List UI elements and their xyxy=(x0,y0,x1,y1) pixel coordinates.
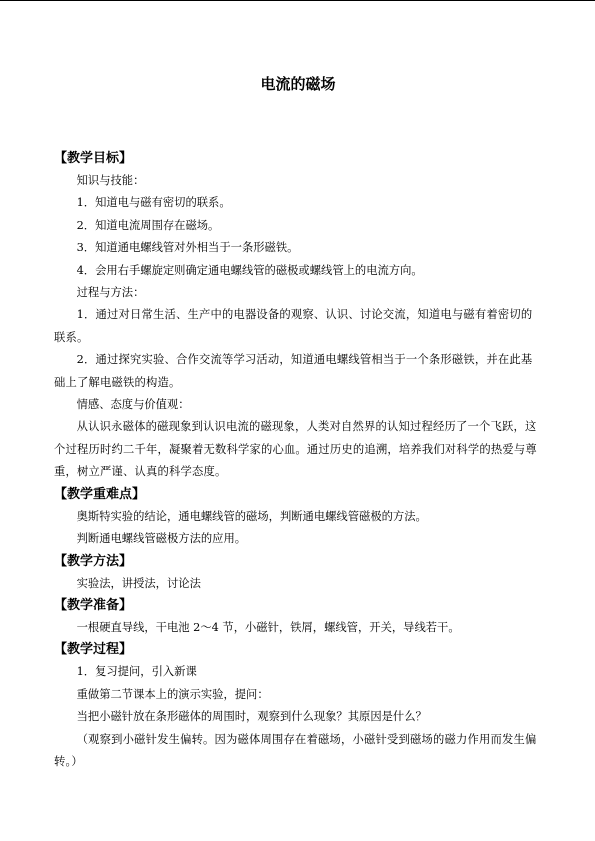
paragraph: 2．通过探究实验、合作交流等学习活动，知道通电螺线管相当于一个条形磁铁，并在此基础上了解电磁铁的构造。 xyxy=(54,353,533,389)
paragraph: 过程与方法： xyxy=(76,286,145,300)
paragraph: 实验法，讲授法，讨论法 xyxy=(76,576,201,590)
section-methods xyxy=(54,551,542,595)
section-process xyxy=(54,639,542,773)
paragraph: 奥斯特实验的结论，通电螺线管的磁场，判断通电螺线管磁极的方法。 xyxy=(76,509,427,523)
paragraph: 1．知道电与磁有密切的联系。 xyxy=(76,196,231,210)
paragraph: 4．会用右手螺旋定则确定通电螺线管的磁极或螺线管上的电流方向。 xyxy=(76,263,423,277)
section-preparation xyxy=(54,595,542,639)
paragraph: （观察到小磁针发生偏转。因为磁体周围存在着磁场，小磁针受到磁场的磁力作用而发生偏转。） xyxy=(54,732,537,768)
section-heading-process: 【教学过程】 xyxy=(54,642,133,658)
page-top-border xyxy=(0,0,595,1)
section-key-points xyxy=(54,484,542,551)
section-heading-key-points: 【教学重难点】 xyxy=(54,486,146,502)
paragraph: 一根硬直导线，干电池 2～4 节，小磁针，铁屑，螺线管，开关，导线若干。 xyxy=(76,620,460,634)
paragraph: 判断通电螺线管磁极方法的应用。 xyxy=(76,532,247,546)
paragraph: 情感、态度与价值观： xyxy=(76,398,190,412)
paragraph: 3．知道通电螺线管对外相当于一条形磁铁。 xyxy=(76,241,299,255)
paragraph: 重做第二节课本上的演示实验，提问： xyxy=(76,687,269,701)
paragraph: 1．复习提问，引入新课 xyxy=(76,665,197,679)
section-heading-methods: 【教学方法】 xyxy=(54,553,133,569)
section-heading-preparation: 【教学准备】 xyxy=(54,597,133,613)
paragraph: 2．知道电流周围存在磁场。 xyxy=(76,218,220,232)
paragraph: 当把小磁针放在条形磁体的周围时，观察到什么现象？其原因是什么？ xyxy=(76,710,427,724)
document-page xyxy=(54,74,542,773)
section-objectives xyxy=(54,148,542,484)
document-title: 电流的磁场 xyxy=(260,75,336,93)
section-heading-objectives: 【教学目标】 xyxy=(54,151,133,166)
paragraph: 从认识永磁体的磁现象到认识电流的磁现象，人类对自然界的认知过程经历了一个飞跃，这个过程历时约二千年，凝聚着无数科学家的心血。通过历史的追溯，培养我们对科学的热爱与尊重，树立严谨、认真的科学态度。 xyxy=(54,420,537,479)
paragraph: 知识与技能： xyxy=(76,174,145,187)
paragraph: 1．通过对日常生活、生产中的电器设备的观察、认识、讨论交流，知道电与磁有着密切的联系。 xyxy=(54,308,533,344)
